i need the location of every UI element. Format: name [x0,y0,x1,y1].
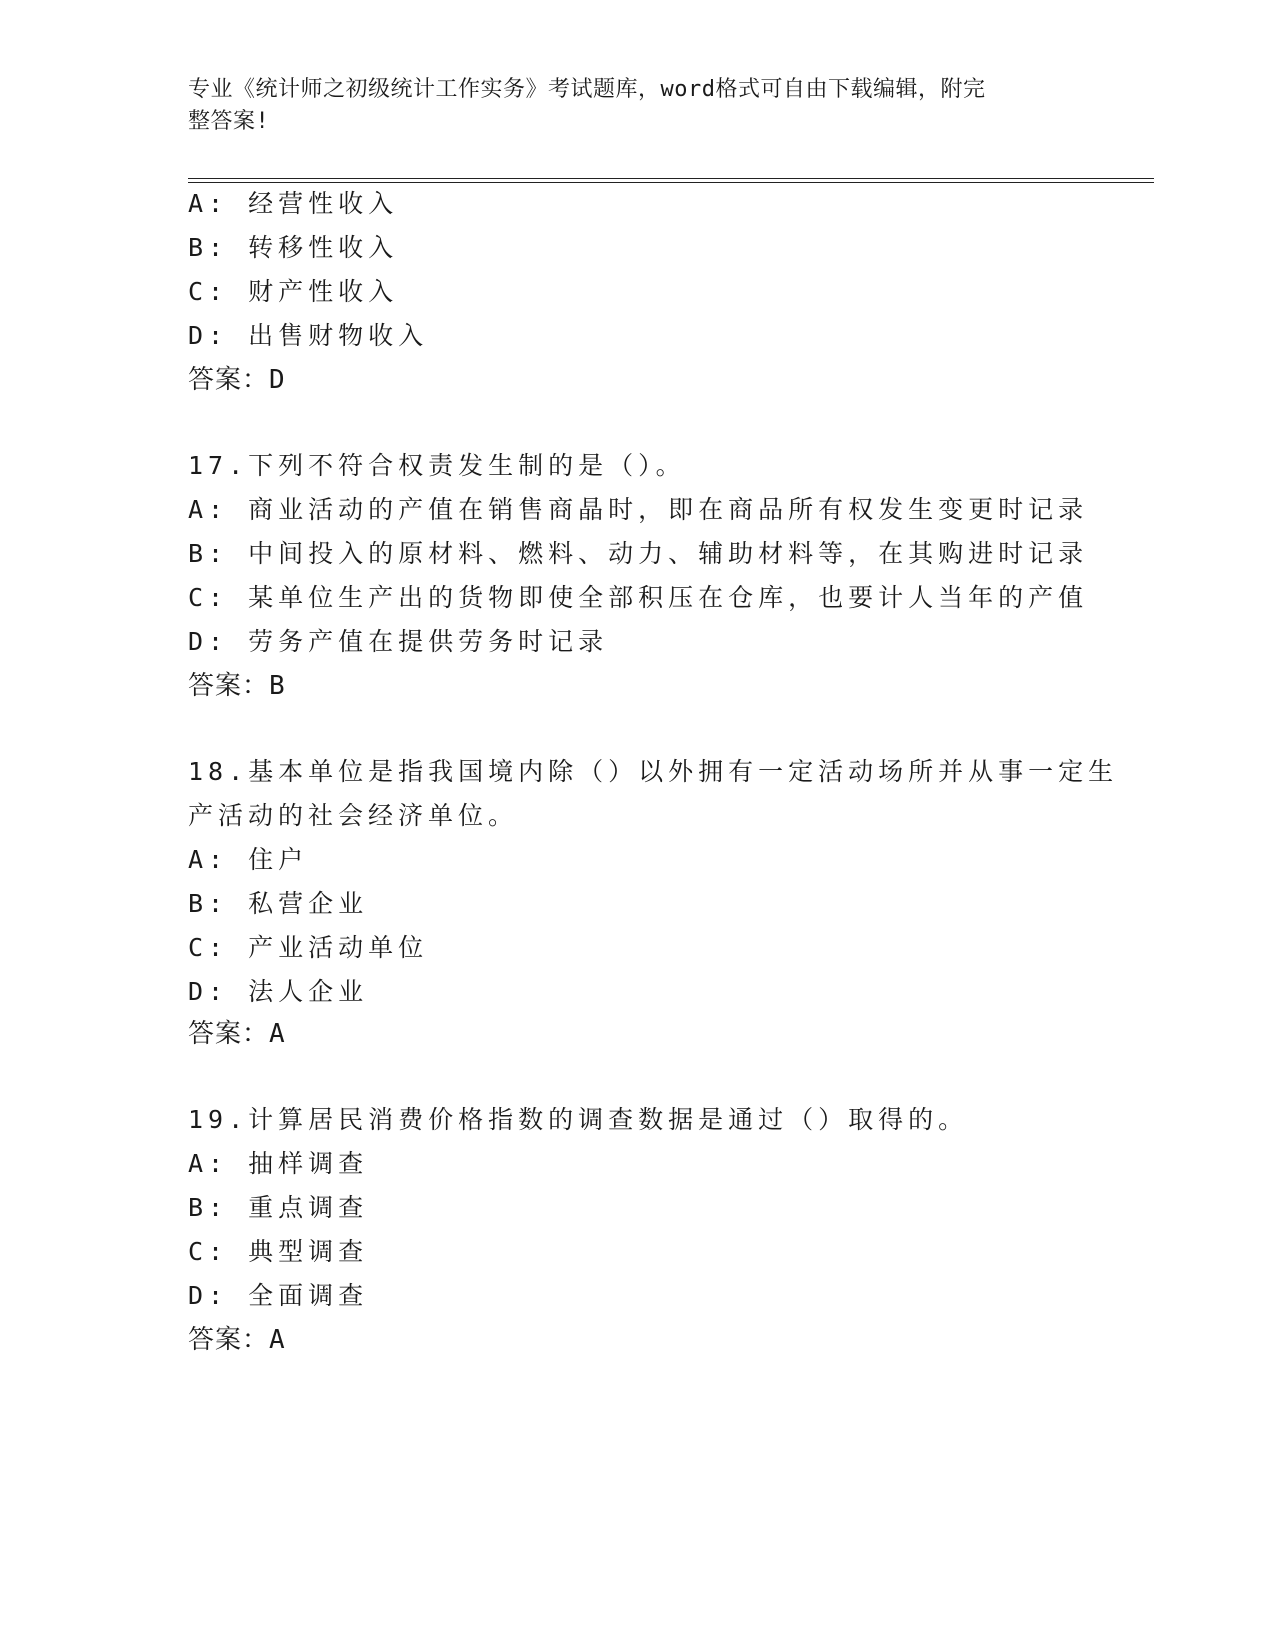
q19-option-c: C: 典型调查 [188,1237,369,1266]
q16-option-b: B: 转移性收入 [188,233,399,262]
q17-question: 17.下列不符合权责发生制的是（）。 [188,451,686,480]
header-divider [188,178,1154,183]
document-intro [188,74,1088,138]
answer-label: 答案： [188,1325,270,1355]
q17-option-c: C: 某单位生产出的货物即使全部积压在仓库，也要计人当年的产值 [188,583,1089,612]
q18-option-d: D: 法人企业 [188,977,369,1006]
answer-value: A [269,1019,286,1049]
q19-question: 19.计算居民消费价格指数的调查数据是通过（）取得的。 [188,1105,969,1134]
q19-option-b: B: 重点调查 [188,1193,369,1222]
q18-option-c: C: 产业活动单位 [188,933,429,962]
answer-value: D [269,365,286,395]
q19-option-d: D: 全面调查 [188,1281,369,1310]
answer-label: 答案： [188,671,270,701]
intro-line-2: 整答案! [188,109,270,134]
q16-option-d: D: 出售财物收入 [188,321,429,350]
q18-option-a: A: 住户 [188,845,309,874]
answer-value: B [269,671,286,701]
answer-value: A [269,1325,286,1355]
q16-option-a: A: 经营性收入 [188,189,399,218]
answer-label: 答案： [188,1019,270,1049]
q18-question-line-2: 产活动的社会经济单位。 [188,801,519,830]
q16-answer [188,362,286,398]
q19-option-a: A: 抽样调查 [188,1149,369,1178]
q17-option-d: D: 劳务产值在提供劳务时记录 [188,627,609,656]
answer-label: 答案： [188,365,270,395]
q19-answer [188,1322,286,1358]
q16-option-c: C: 财产性收入 [188,277,399,306]
q18-question-line-1: 18.基本单位是指我国境内除（）以外拥有一定活动场所并从事一定生 [188,757,1119,786]
q17-option-a: A: 商业活动的产值在销售商晶时，即在商品所有权发生变更时记录 [188,495,1089,524]
q18-answer [188,1016,286,1052]
q17-option-b: B: 中间投入的原材料、燃料、动力、辅助材料等，在其购进时记录 [188,539,1089,568]
q18-option-b: B: 私营企业 [188,889,369,918]
intro-line-1: 专业《统计师之初级统计工作实务》考试题库，word格式可自由下载编辑，附完 [188,77,986,102]
q17-answer [188,668,286,704]
